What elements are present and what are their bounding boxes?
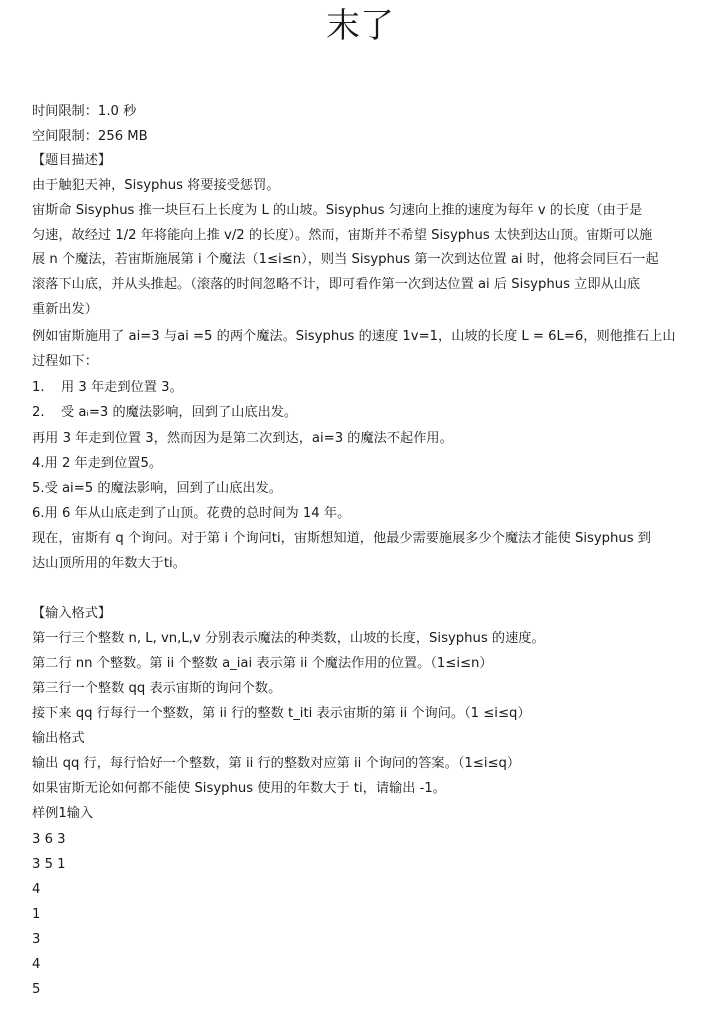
step-3: 再用 3 年走到位置 3，然而因为是第二次到达，ai=3 的魔法不起作用。 xyxy=(32,431,453,446)
input-line-3: 第三行一个整数 qq 表示宙斯的询问个数。 xyxy=(32,681,282,696)
step-2-text: 受 aᵢ=3 的魔法影响，回到了山底出发。 xyxy=(61,405,298,420)
step-5: 5.受 ai=5 的魔法影响，回到了山底出发。 xyxy=(32,481,282,496)
step-6: 6.用 6 年从山底走到了山顶。花费的总时间为 14 年。 xyxy=(32,506,351,521)
step-1-number: 1. xyxy=(32,380,45,395)
query-line-2: 达山顶所用的年数大于ti。 xyxy=(32,556,186,571)
output-header: 输出格式 xyxy=(32,731,85,746)
sample-line: 3 xyxy=(32,932,41,947)
sample-line: 3 6 3 xyxy=(32,832,66,847)
sample-line: 4 xyxy=(32,957,41,972)
sample-line: 3 5 1 xyxy=(32,857,66,872)
output-line-2: 如果宙斯无论如何都不能使 Sisyphus 使用的年数大于 ti，请输出 -1。 xyxy=(32,781,446,796)
time-limit: 时间限制：1.0 秒 xyxy=(32,104,137,119)
query-line-1: 现在，宙斯有 q 个询问。对于第 i 个询问ti，宙斯想知道，他最少需要施展多少个魔法才能使 Sisyphus 到 xyxy=(32,531,651,546)
sample-line: 1 xyxy=(32,907,41,922)
sample-header: 样例1输入 xyxy=(32,806,94,821)
memory-limit: 空间限制：256 MB xyxy=(32,129,148,144)
step-4: 4.用 2 年走到位置5。 xyxy=(32,456,163,471)
step-2 xyxy=(32,403,694,423)
problem-header: 【题目描述】 xyxy=(32,153,112,168)
sample-line: 4 xyxy=(32,882,41,897)
description-line-1: 宙斯命 Sisyphus 推一块巨石上长度为 L 的山坡。Sisyphus 匀速向上推的速度为每年 v 的长度（由于是 xyxy=(32,203,643,218)
description-line-3: 展 n 个魔法，若宙斯施展第 i 个魔法（1≤i≤n），则当 Sisyphus 第一次到达位置 ai 时，他将会同巨石一起 xyxy=(32,252,659,267)
step-2-number: 2. xyxy=(32,405,45,420)
output-line-1: 输出 qq 行，每行恰好一个整数，第 ii 行的整数对应第 ii 个询问的答案。（1≤i≤q） xyxy=(32,756,521,771)
input-line-1: 第一行三个整数 n, L, vn,L,v 分别表示魔法的种类数，山坡的长度，Sisyphus 的速度。 xyxy=(32,631,545,646)
description-line-2: 匀速，故经过 1/2 年将能向上推 v/2 的长度）。然而，宙斯并不希望 Sisyphus 太快到达山顶。宙斯可以施 xyxy=(32,228,653,243)
input-line-4: 接下来 qq 行每行一个整数，第 ii 行的整数 t_iti 表示宙斯的第 ii 个询问。（1 ≤i≤q） xyxy=(32,706,531,721)
input-header: 【输入格式】 xyxy=(32,606,112,621)
problem-intro: 由于触犯天神，Sisyphus 将要接受惩罚。 xyxy=(32,178,280,193)
input-line-2: 第二行 nn 个整数。第 ii 个整数 a_iai 表示第 ii 个魔法作用的位置。（1≤i≤n） xyxy=(32,656,493,671)
description-line-5: 重新出发） xyxy=(32,302,98,317)
step-1-text: 用 3 年走到位置 3。 xyxy=(61,380,183,395)
step-1 xyxy=(32,378,694,398)
page-title: 末了 xyxy=(326,6,394,46)
example-line-2: 过程如下： xyxy=(32,354,98,369)
sample-line: 5 xyxy=(32,982,41,997)
description-line-4: 滚落下山底，并从头推起。（滚落的时间忽略不计，即可看作第一次到达位置 ai 后 Sisyphus 立即从山底 xyxy=(32,277,641,292)
example-line-1: 例如宙斯施用了 ai=3 与ai =5 的两个魔法。Sisyphus 的速度 1v=1，山坡的长度 L = 6L=6，则他推石上山 xyxy=(32,329,676,344)
